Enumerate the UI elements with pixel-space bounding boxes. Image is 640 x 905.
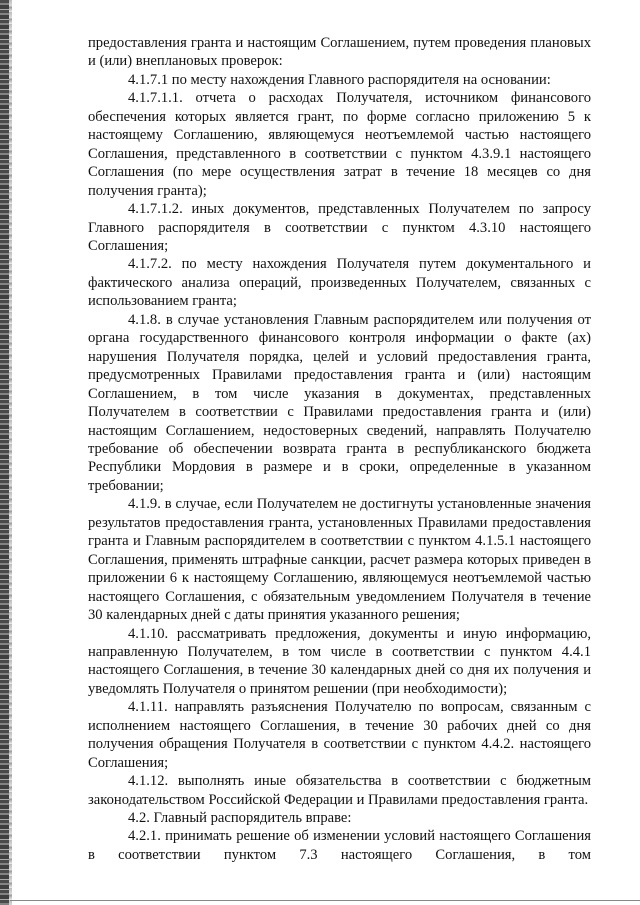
paragraph-4-1-7-1: 4.1.7.1 по месту нахождения Главного распорядителя на основании: [128,71,551,88]
paragraph-4-1-11: 4.1.11. направлять разъяснения Получателю по вопросам, связанным с исполнением настоящего Соглашения, в течение 30 рабочих дней со дня получения обращения Получателя в соответствии с пунктом 4.4.2. настоящего Соглашения; [88,699,591,771]
paragraph-4-1-10: 4.1.10. рассматривать предложения, документы и иную информацию, направленную Получателем, в том числе в соответствии с пунктом 4.4.1 настоящего Соглашения, в течение 30 календарных дней со дня их получения и уведомлять Получателя о принятом решении (при необходимости); [88,625,591,697]
paragraph-4-1-7-1-2: 4.1.7.1.2. иных документов, представленных Получателем по запросу Главного распорядителя в соответствии с пунктом 4.3.10 настоящего Соглашения; [88,201,591,254]
paragraph-4-1-7-1-1: 4.1.7.1.1. отчета о расходах Получателя, источником финансового обеспечения которых является грант, по форме согласно приложению 5 к настоящему Соглашению, являющемуся неотъемлемой частью настоящего Соглашения, представленного в соответствии с пунктом 4.3.9.1 настоящего Соглашения (по мере осуществления затрат в течение 18 месяцев со дня получения гранта); [88,90,591,199]
paragraph-4-1-9: 4.1.9. в случае, если Получателем не достигнуты установленные значения результатов предоставления гранта, установленных Правилами предоставления гранта и Главным распорядителем в соответствии с пунктом 4.1.5.1 настоящего Соглашения, применять штрафные санкции, расчет размера которых приведен в приложении 6 к настоящему Соглашению, являющемуся неотъемлемой частью настоящего Соглашения, с обязательным уведомлением Получателя в течение 30 календарных дней с даты принятия указанного решения; [88,496,591,624]
scan-edge-shadow [9,0,12,905]
paragraph-4-1-8: 4.1.8. в случае установления Главным распорядителем или получения от органа государственного финансового контроля информации о факте (ах) нарушения Получателя порядка, целей и условий предоставления гранта, предусмотренных Правилами предоставления гранта и (или) настоящим Соглашением, в том числе указания в документах, представленных Получателем в соответствии с Правилами предоставления гранта и (или) настоящим Соглашением, недостоверных сведений, направлять Получателю требование об обеспечении возврата гранта в республиканского бюджета Республики Мордовия в размере и в сроки, определенные в указанном требовании; [88,311,591,494]
paragraph-1: предоставления гранта и настоящим Соглашением, путем проведения плановых и (или) внеплановых проверок: [88,35,591,70]
paragraph-4-1-7-2: 4.1.7.2. по месту нахождения Получателя путем документального и фактического анализа операций, произведенных Получателем, связанных с использованием гранта; [88,256,591,310]
document-page [88,34,591,864]
scan-edge-artifact [0,0,9,905]
paragraph-4-2-1: 4.2.1. принимать решение об изменении условий настоящего Соглашения в соответствии пунктом 7.3 настоящего Соглашения, в том [88,828,591,863]
paragraph-4-2: 4.2. Главный распорядитель вправе: [128,810,352,827]
page-bottom-edge [10,900,640,901]
paragraph-4-1-12: 4.1.12. выполнять иные обязательства в соответствии с бюджетным законодательством Российской Федерации и Правилами предоставления гранта. [88,773,591,808]
